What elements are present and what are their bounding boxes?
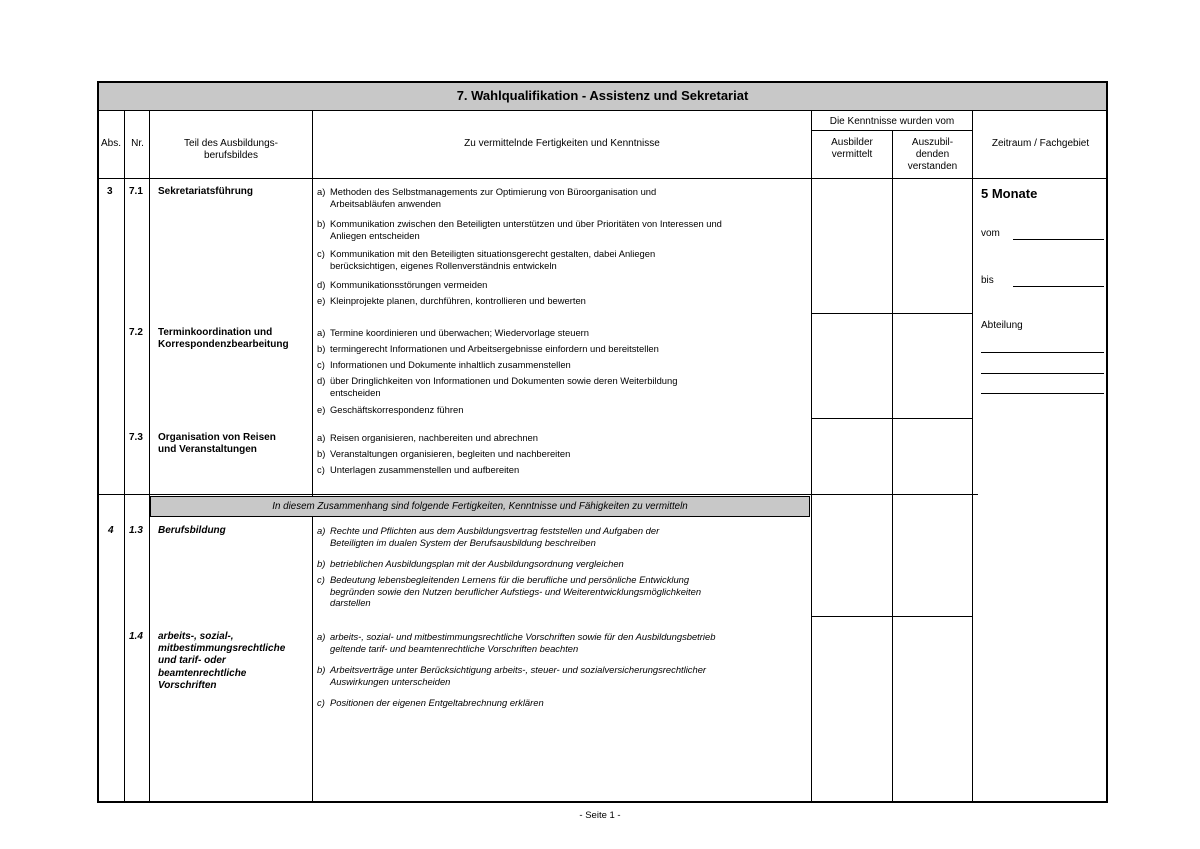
header-ausbilder: Ausbilder vermittelt xyxy=(831,137,873,160)
abteilung-label: Abteilung xyxy=(981,320,1023,331)
rule-title-bottom xyxy=(97,110,1108,111)
col-rule-teil-lower xyxy=(312,516,313,803)
header-auszubildende: Auszubil- denden verstanden xyxy=(907,137,958,172)
page: 7. Wahlqualifikation - Assistenz und Sekretariat Abs. Nr. Teil des Ausbildungs- berufsbildes Zu vermittelnde Fertigkeiten und Kenntnisse Die Kenntnisse wurden vom Ausbilder vermittelt Auszubil- denden verstanden Zeitraum / Fachgebiet 3 7.1 Sekretariatsführung a) Methoden des Selbstmanagements zur Optimierung von Büroorganisation und Arbeitsabläufen anwenden b) Kommunikation zwischen den Beteiligten unterstützen und über Prioritäten von Interessen und Anliegen entscheiden c) Kommunikation mit den Beteiligten situationsgerecht gestalten, dabei Anliegen berücksichtigen, eigenes Rollenverständnis entwickeln d) Kommunikationsstörungen vermeiden e) Kleinprojekte planen, durchführen, kontrollieren und bewerten 7.2 Terminkoordination und Korrespondenzbearbeitung a) Termine koordinieren und überwachen; Wiedervorlage steuern b) termingerecht Informationen und Arbeitsergebnisse einfordern und bereitstellen c) Informationen und Dokumente inhaltlich zusammenstellen d) über Dringlichkeiten von Informationen und Dokumenten sowie deren Weiterbildung entscheiden e) Geschäftskorrespondenz führen 7.3 Organisation von Reisen und Veranstaltungen a) Reisen organisieren, nachbereiten und abrechnen b) Veranstaltungen organisieren, begleiten und nachbereiten c) Unterlagen zusammenstellen und aufbereiten In diesem Zusammenhang sind folgende Fertigkeiten, Kenntnisse und Fähigkeiten zu vermitteln 4 1.3 Berufsbildung a) Rechte und Pflichten aus dem Ausbildungsvertrag feststellen und Aufgaben der Beteiligten im dualen System der Berufsausbildung beschreiben b) betrieblichen Ausbildungsplan mit der Ausbildungsordnung vergleichen c) Bedeutung lebensbegleitenden Lernens für die berufliche und persönliche Entwicklung begründen sowie den Nutzen beruflicher Aufstiegs- und Weiterentwicklungsmöglichkeiten darstellen 1.4 arbeits-, sozial-, mitbestimmungsrechtliche und tarif- oder beamtenrechtliche Vorschriften a) arbeits-, sozial- und mitbestimmungsrechtliche Vorschriften sowie für den Ausbildungsbetrieb geltende tarif- und beamtenrechtliche Vorschriften beachten b) Arbeitsverträge unter Berücksichtigung arbeits-, steuer- und sozialversicherungsrechtlicher Auswirkungen unterscheiden c) Positionen der eigenen Entgeltabrechnung erklären 5 Monate vom bis Abteilung - Seite 1 - xyxy=(0,0,1200,849)
nr-value: 7.3 xyxy=(129,432,143,443)
col-rule-nr xyxy=(149,110,150,803)
rule-block-break xyxy=(97,494,978,495)
bis-field[interactable] xyxy=(1013,286,1104,287)
header-kenntnisse-group: Die Kenntnisse wurden vom xyxy=(829,116,955,127)
teil-label: Sekretariatsführung xyxy=(158,186,254,197)
nr-value: 7.2 xyxy=(129,327,143,338)
col-rule-ausbilder-lower xyxy=(892,494,893,803)
nr-value: 1.4 xyxy=(129,631,143,642)
abs-value: 3 xyxy=(107,186,113,197)
col-rule-abs xyxy=(124,110,125,803)
vom-label: vom xyxy=(981,228,1000,239)
rule-header-bottom xyxy=(97,178,1108,179)
abteilung-field-2[interactable] xyxy=(981,373,1104,374)
abs-value: 4 xyxy=(108,525,114,536)
header-zu-vermitteln: Zu vermittelnde Fertigkeiten und Kenntnisse xyxy=(464,138,660,149)
header-abs: Abs. xyxy=(100,138,121,149)
bis-label: bis xyxy=(981,275,994,286)
abteilung-field-1[interactable] xyxy=(981,352,1104,353)
header-zeitraum: Zeitraum / Fachgebiet xyxy=(991,138,1090,149)
teil-label: arbeits-, sozial-, mitbestimmungsrechtliche und tarif- oder beamtenrechtliche Vorschriften xyxy=(158,631,286,691)
teil-label: Organisation von Reisen und Veranstaltungen xyxy=(158,432,276,455)
nr-value: 1.3 xyxy=(129,525,143,536)
col-rule-teil xyxy=(312,110,313,497)
duration-label: 5 Monate xyxy=(981,186,1038,201)
form-title: 7. Wahlqualifikation - Assistenz und Sekretariat xyxy=(98,82,1107,110)
header-teil: Teil des Ausbildungs- berufsbildes xyxy=(184,138,278,161)
col-rule-azubi xyxy=(972,110,973,803)
section-banner: In diesem Zusammenhang sind folgende Fertigkeiten, Kenntnisse und Fähigkeiten zu vermitteln xyxy=(150,496,810,517)
teil-label: Terminkoordination und Korrespondenzbearbeitung xyxy=(158,327,289,350)
vom-field[interactable] xyxy=(1013,239,1104,240)
abteilung-field-3[interactable] xyxy=(981,393,1104,394)
teil-label: Berufsbildung xyxy=(158,525,226,536)
col-rule-ausbilder xyxy=(892,130,893,495)
col-rule-content xyxy=(811,110,812,803)
page-number: - Seite 1 - xyxy=(579,810,621,821)
nr-value: 7.1 xyxy=(129,186,143,197)
header-nr: Nr. xyxy=(131,138,144,149)
